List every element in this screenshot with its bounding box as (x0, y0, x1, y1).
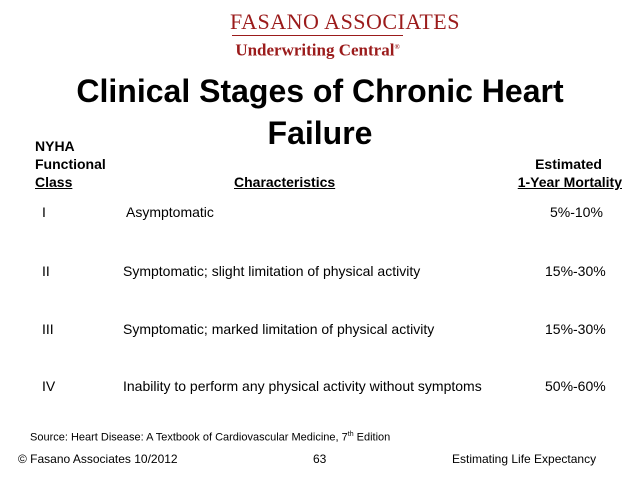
row-mortality: 50%-60% (545, 378, 606, 394)
source-citation: Source: Heart Disease: A Textbook of Cardiovascular Medicine, 7th Edition (30, 431, 391, 444)
logo-divider (232, 35, 403, 36)
row-mortality: 15%-30% (545, 321, 606, 337)
row-mortality: 15%-30% (545, 263, 606, 279)
header-mortality: Estimated 1-Year Mortality (517, 156, 622, 190)
logo-company-name: FASANO ASSOCIATES (230, 9, 460, 34)
row-class: III (42, 321, 54, 337)
row-characteristics: Asymptomatic (126, 204, 214, 220)
registered-mark: ® (394, 43, 400, 51)
logo-tagline: Underwriting Central® (235, 40, 400, 60)
header-nyha-class: NYHA Functional Class (35, 138, 106, 190)
row-mortality: 5%-10% (550, 204, 603, 220)
header-characteristics: Characteristics (234, 174, 336, 190)
row-characteristics: Inability to perform any physical activity without symptoms (123, 378, 482, 394)
slide-title: Clinical Stages of Chronic Heart Failure (76, 73, 564, 151)
row-class: IV (42, 378, 56, 394)
row-class: II (42, 263, 50, 279)
row-class: I (42, 204, 46, 220)
footer-presentation-title: Estimating Life Expectancy (452, 452, 597, 466)
footer-page-number: 63 (313, 452, 327, 466)
row-characteristics: Symptomatic; slight limitation of physical activity (123, 263, 421, 279)
row-characteristics: Symptomatic; marked limitation of physical activity (123, 321, 435, 337)
company-logo (230, 9, 460, 61)
footer-copyright: © Fasano Associates 10/2012 (18, 452, 178, 466)
